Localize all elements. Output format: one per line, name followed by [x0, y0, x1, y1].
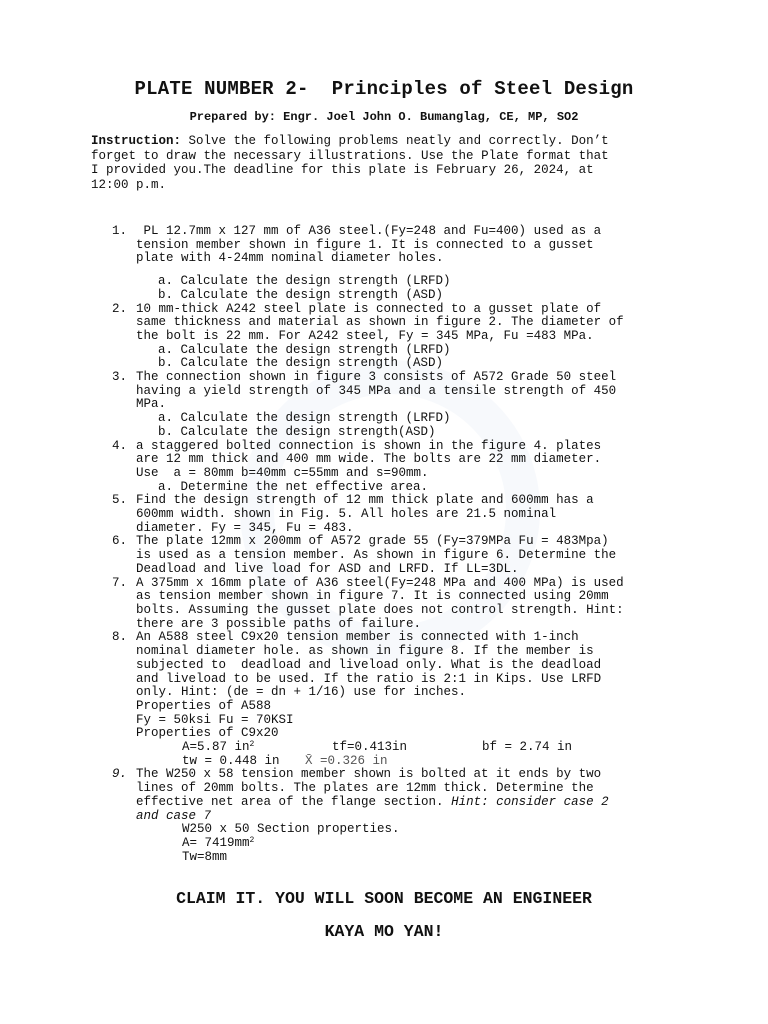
instruction-line: I provided you.The deadline for this plate is February 26, 2024, at — [91, 163, 594, 178]
problem-line: An A588 steel C9x20 tension member is connected with 1-inch — [136, 630, 579, 645]
hint-text: and case 7 — [136, 808, 212, 823]
problem-number: 1. — [112, 224, 128, 238]
problem-subitem: b. Calculate the design strength (ASD) — [158, 356, 444, 371]
problem-item — [112, 371, 682, 440]
problem-number: 4. — [112, 438, 128, 453]
instruction-line: Solve the following problems neatly and correctly. Don’t — [181, 134, 609, 148]
prop-bf: bf = 2.74 in — [482, 740, 573, 755]
problem-line: as tension member shown in figure 7. It is connected using 20mm — [136, 589, 609, 604]
page-title: PLATE NUMBER 2- Principles of Steel Design — [134, 78, 634, 100]
problem-subitem: b. Calculate the design strength (ASD) — [158, 287, 444, 302]
problem-number: 5. — [112, 493, 128, 508]
problem-item — [112, 631, 682, 768]
instruction-block — [91, 134, 691, 192]
problem-item — [112, 535, 682, 576]
problem-number: 7. — [112, 575, 128, 590]
footer-claim: CLAIM IT. YOU WILL SOON BECOME AN ENGINEER — [176, 889, 592, 908]
section-heading: W250 x 50 Section properties. — [182, 822, 400, 837]
hint-text: Hint: consider case 2 — [451, 794, 609, 809]
problem-number: 6. — [112, 534, 128, 549]
problem-number: 8. — [112, 630, 128, 645]
problem-line: subjected to deadload and liveload only. What is the deadload — [136, 657, 602, 672]
prop-tf: tf=0.413in — [332, 740, 408, 755]
properties-line: Fy = 50ksi Fu = 70KSI — [136, 712, 294, 727]
problem-line: plate with 4-24mm nominal diameter holes. — [136, 251, 444, 266]
problem-number: 3. — [112, 370, 128, 385]
problem-line: a staggered bolted connection is shown in the figure 4. plates — [136, 438, 602, 453]
footer-kaya: KAYA MO YAN! — [324, 922, 444, 941]
problem-number: 9. — [112, 767, 128, 782]
problem-list — [112, 225, 682, 864]
section-properties-row — [136, 755, 682, 769]
problem-subitem: a. Calculate the design strength (LRFD) — [158, 274, 451, 289]
problem-line: MPa. — [136, 397, 167, 412]
prop-area-exponent: 2 — [249, 740, 255, 750]
problem-line: 600mm width. shown in Fig. 5. All holes are 21.5 nominal — [136, 507, 557, 522]
problem-line: tension member shown in figure 1. It is connected to a gusset — [136, 237, 594, 252]
properties-heading: Properties of A588 — [136, 698, 272, 713]
problem-line: there are 3 possible paths of failure. — [136, 616, 422, 631]
section-tw: Tw=8mm — [182, 849, 228, 864]
problem-item — [112, 225, 682, 303]
problem-line: same thickness and material as shown in figure 2. The diameter of — [136, 315, 624, 330]
problem-line: PL 12.7mm x 127 mm of A36 steel.(Fy=248 and Fu=400) used as a — [136, 224, 602, 238]
properties-heading: Properties of C9x20 — [136, 726, 279, 741]
problem-item — [112, 768, 682, 864]
section-area-exponent: 2 — [249, 835, 255, 845]
problem-line: nominal diameter hole. as shown in figure 8. If the member is — [136, 644, 594, 659]
instruction-line: forget to draw the necessary illustrations. Use the Plate format that — [91, 148, 609, 163]
instruction-label: Instruction: — [91, 134, 182, 148]
prop-xbar: X̄ =0.326 in — [305, 753, 388, 768]
problem-line: The plate 12mm x 200mm of A572 grade 55 (Fy=379MPa Fu = 483Mpa) — [136, 534, 609, 549]
problem-subitem: a. Calculate the design strength (LRFD) — [158, 411, 451, 426]
problem-line: Deadload and live load for ASD and LRFD. If LL=3DL. — [136, 561, 519, 576]
section-properties-row — [136, 741, 682, 755]
problem-line: are 12 mm thick and 400 mm wide. The bolts are 22 mm diameter. — [136, 452, 602, 467]
problem-line: The W250 x 58 tension member shown is bolted at it ends by two — [136, 767, 602, 782]
problem-line: A 375mm x 16mm plate of A36 steel(Fy=248 MPa and 400 MPa) is used — [136, 575, 624, 590]
problem-line: effective net area of the flange section. — [136, 794, 452, 809]
problem-line: the bolt is 22 mm. For A242 steel, Fy = 345 MPa, Fu =483 MPa. — [136, 328, 594, 343]
problem-subitem: a. Calculate the design strength (LRFD) — [158, 342, 451, 357]
instruction-line: 12:00 p.m. — [91, 177, 167, 192]
problem-line: is used as a tension member. As shown in figure 6. Determine the — [136, 548, 617, 563]
problem-line: The connection shown in figure 3 consists of A572 Grade 50 steel — [136, 370, 617, 385]
problem-item — [112, 577, 682, 632]
problem-subitem: b. Calculate the design strength(ASD) — [158, 424, 436, 439]
prop-area: A=5.87 in — [182, 740, 250, 755]
problem-line: Find the design strength of 12 mm thick plate and 600mm has a — [136, 493, 594, 508]
problem-line: 10 mm-thick A242 steel plate is connected to a gusset plate of — [136, 301, 602, 316]
problem-item — [112, 303, 682, 372]
section-area: A= 7419mm — [182, 835, 250, 850]
problem-subitem: a. Determine the net effective area. — [158, 479, 429, 494]
problem-line: Use a = 80mm b=40mm c=55mm and s=90mm. — [136, 465, 429, 480]
problem-line: bolts. Assuming the gusset plate does not control strength. Hint: — [136, 602, 624, 617]
problem-line: and liveload to be used. If the ratio is 2:1 in Kips. Use LRFD — [136, 671, 602, 686]
problem-line: diameter. Fy = 345, Fu = 483. — [136, 520, 354, 535]
problem-item — [112, 494, 682, 535]
problem-line: only. Hint: (de = dn + 1/16) use for inches. — [136, 685, 467, 700]
problem-line: lines of 20mm bolts. The plates are 12mm thick. Determine the — [136, 781, 594, 796]
prepared-by: Prepared by: Engr. Joel John O. Bumanglag, CE, MP, SO2 — [189, 110, 579, 124]
problem-item — [112, 440, 682, 495]
problem-line: having a yield strength of 345 MPa and a tensile strength of 450 — [136, 383, 617, 398]
problem-number: 2. — [112, 301, 128, 316]
prop-tw: tw = 0.448 in — [182, 753, 280, 768]
